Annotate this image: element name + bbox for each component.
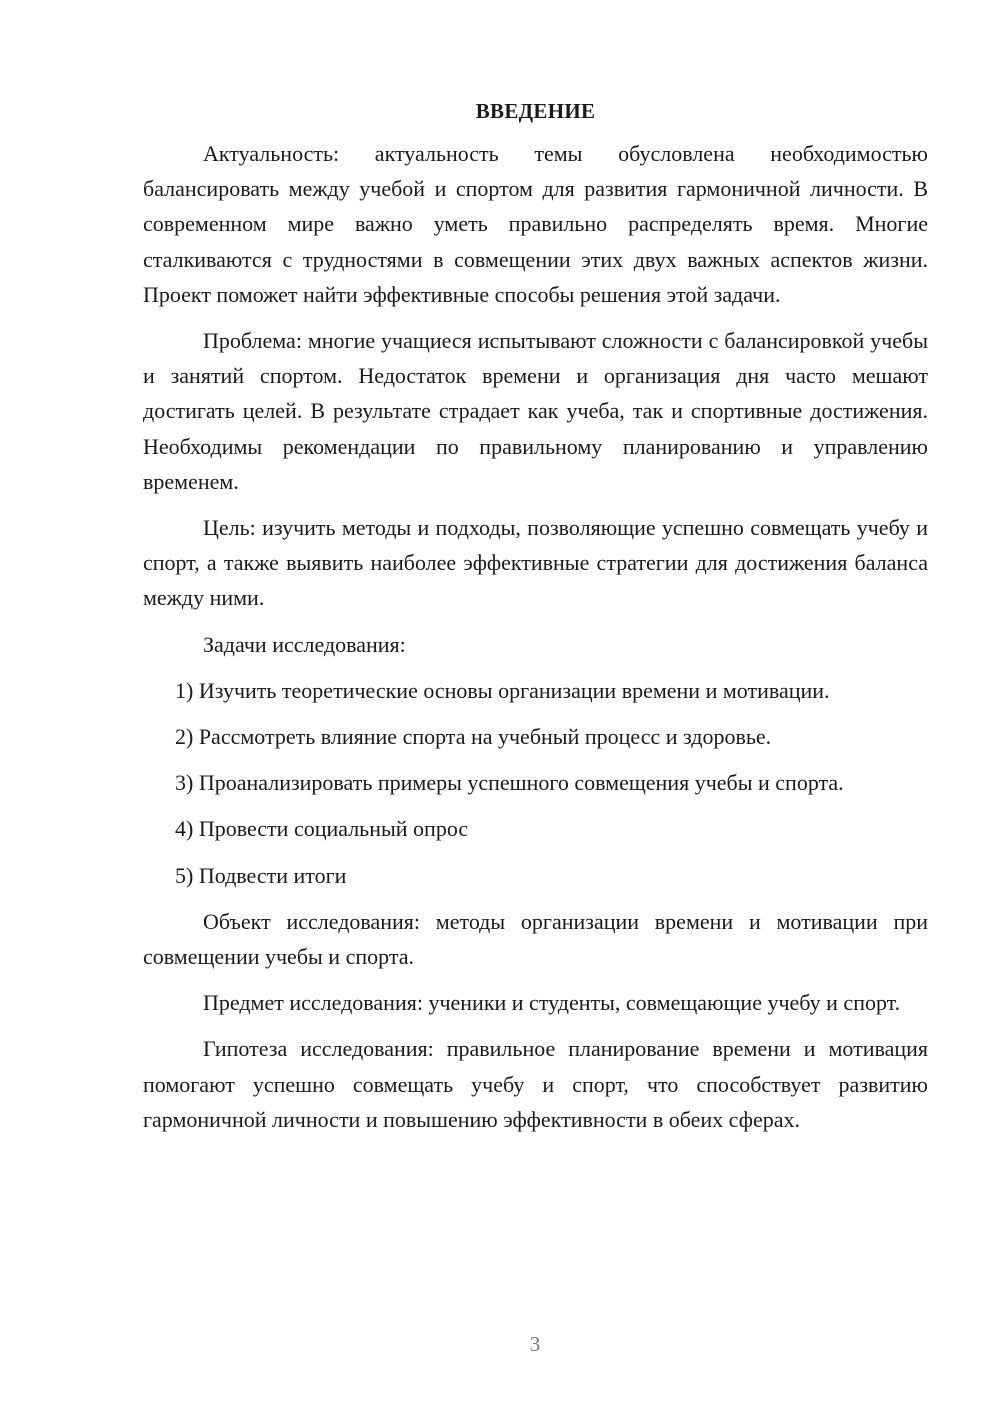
page-title: ВВЕДЕНИЕ <box>475 99 596 123</box>
subject-paragraph: Предмет исследования: ученики и студенты, совмещающие учебу и спорт. <box>203 990 901 1016</box>
page-number: 3 <box>529 1332 541 1356</box>
list-item: 2) Рассмотреть влияние спорта на учебный процесс и здоровье. <box>175 724 772 750</box>
list-item: 4) Провести социальный опрос <box>175 816 469 842</box>
relevance-paragraph: Актуальность: актуальность темы обусловлена необходимостью балансировать между учебой и спортом для развития гармоничной личности. В современном мире важно уметь правильно распределять время. Многие сталкиваются с трудностями в совмещении этих двух важных аспектов жизни. Проект поможет найти эффективные способы решения этой задачи. <box>143 141 928 307</box>
list-item: 5) Подвести итоги <box>175 862 347 888</box>
tasks-list <box>143 673 928 893</box>
goal-paragraph: Цель: изучить методы и подходы, позволяющие успешно совмещать учебу и спорт, а также выявить наиболее эффективные стратегии для достижения баланса между ними. <box>143 515 928 611</box>
list-item: 1) Изучить теоретические основы организации времени и мотивации. <box>175 677 830 703</box>
list-item: 3) Проанализировать примеры успешного совмещения учебы и спорта. <box>175 770 844 796</box>
tasks-heading: Задачи исследования: <box>203 631 406 657</box>
problem-paragraph: Проблема: многие учащиеся испытывают сложности с балансировкой учебы и занятий спортом. Недостаток времени и организация дня часто мешают достигать целей. В результате страдает как учеба, так и спортивные достижения. Необходимы рекомендации по правильному планированию и управлению временем. <box>143 328 928 494</box>
object-paragraph: Объект исследования: методы организации времени и мотивации при совмещении учебы и спорта. <box>143 908 928 970</box>
document-page <box>143 94 928 1148</box>
hypothesis-paragraph: Гипотеза исследования: правильное планирование времени и мотивация помогают успешно совмещать учебу и спорт, что способствует развитию гармоничной личности и повышению эффективности в обеих сферах. <box>143 1036 928 1132</box>
